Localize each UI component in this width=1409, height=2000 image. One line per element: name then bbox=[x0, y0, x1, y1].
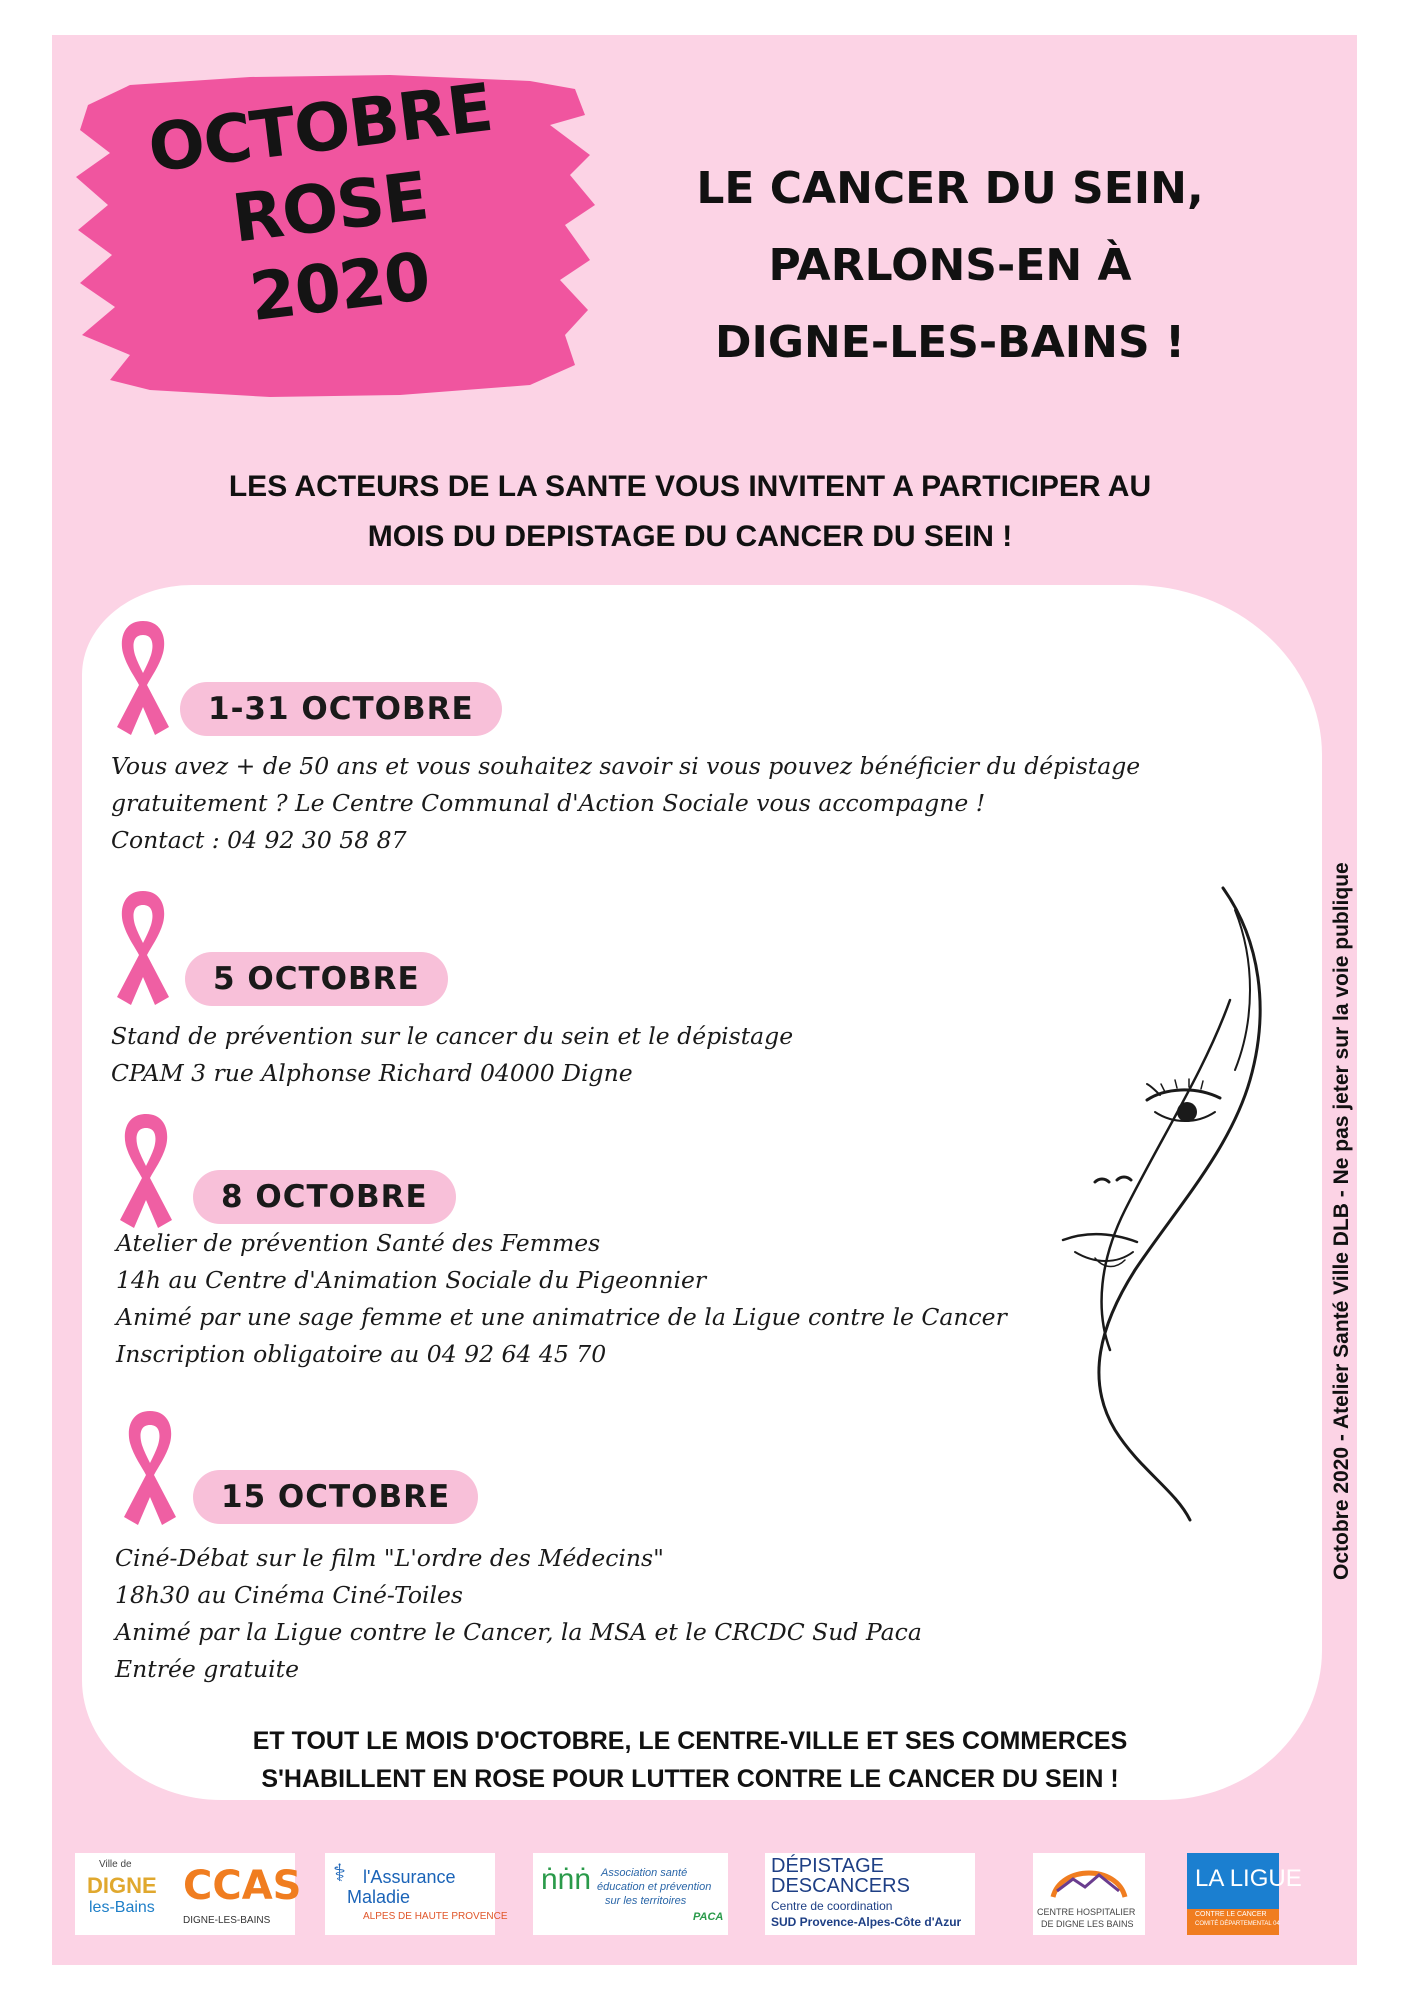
event-4-line-1: Ciné-Débat sur le film "L'ordre des Médecins" bbox=[115, 1544, 664, 1572]
date-pill-4: 15 OCTOBRE bbox=[193, 1470, 478, 1524]
event-4-line-3: Animé par la Ligue contre le Cancer, la MSA et le CRCDC Sud Paca bbox=[115, 1618, 922, 1646]
ligue-logo-line-2: CONTRE LE CANCER bbox=[1195, 1911, 1267, 1918]
partner-logos bbox=[75, 1853, 1305, 1943]
depistage-logo-line-4: SUD Provence-Alpes-Côte d'Azur bbox=[771, 1915, 962, 1929]
hospital-logo-line-1: CENTRE HOSPITALIER bbox=[1037, 1907, 1136, 1917]
digne-logo-sub: les-Bains bbox=[89, 1899, 155, 1916]
asept-logo-line-2: éducation et prévention bbox=[597, 1881, 712, 1893]
depistage-logo-line-1: DÉPISTAGE bbox=[771, 1855, 884, 1877]
logo-centre-hospitalier bbox=[1033, 1853, 1145, 1935]
badge-line-2: ROSE bbox=[228, 157, 432, 258]
ccas-logo-sub: DIGNE-LES-BAINS bbox=[183, 1915, 271, 1926]
event-4-details bbox=[115, 1540, 922, 1688]
logo-la-ligue bbox=[1187, 1853, 1302, 1935]
asept-logo-line-1: Association santé bbox=[601, 1867, 688, 1879]
event-2-details bbox=[111, 1018, 793, 1092]
vertical-footnote: Octobre 2020 - Atelier Santé Ville DLB - Ne pas jeter sur la voie publique bbox=[1330, 862, 1353, 1580]
ccas-logo-name: CCAS bbox=[183, 1863, 302, 1909]
assurance-logo-icon: ⚕ bbox=[333, 1860, 346, 1887]
assurance-logo-sub: Maladie bbox=[347, 1887, 411, 1907]
badge-line-1: OCTOBRE bbox=[144, 68, 497, 188]
event-4-line-4: Entrée gratuite bbox=[115, 1655, 299, 1683]
closing-text bbox=[80, 1722, 1300, 1798]
headline-line-1: LE CANCER DU SEIN, bbox=[696, 163, 1204, 214]
closing-line-1: ET TOUT LE MOIS D'OCTOBRE, LE CENTRE-VILLE ET SES COMMERCES bbox=[252, 1727, 1128, 1755]
date-pill-2: 5 OCTOBRE bbox=[185, 952, 448, 1006]
headline-line-3: DIGNE-LES-BAINS ! bbox=[714, 317, 1186, 368]
asept-logo-line-3: sur les territoires bbox=[605, 1895, 687, 1907]
asept-logo-line-4: PACA bbox=[693, 1911, 724, 1923]
logo-assurance-maladie bbox=[325, 1853, 508, 1935]
pink-ribbon-icon bbox=[114, 1405, 186, 1529]
assurance-logo-name: l'Assurance bbox=[363, 1867, 456, 1887]
digne-logo-name: DIGNE bbox=[87, 1873, 157, 1898]
date-pill-1: 1-31 OCTOBRE bbox=[180, 682, 502, 736]
assurance-logo-region: ALPES DE HAUTE PROVENCE bbox=[363, 1911, 508, 1922]
event-4-line-2: 18h30 au Cinéma Ciné-Toiles bbox=[115, 1581, 463, 1609]
ligue-logo-line-3: COMITÉ DÉPARTEMENTAL 04 bbox=[1195, 1921, 1280, 1927]
depistage-logo-line-2: DESCANCERS bbox=[771, 1875, 910, 1897]
event-1-line-2: gratuitement ? Le Centre Communal d'Action Sociale vous accompagne ! bbox=[111, 789, 986, 817]
event-3-line-4: Inscription obligatoire au 04 92 64 45 70 bbox=[116, 1340, 607, 1368]
digne-ville-label: Ville de bbox=[99, 1859, 132, 1870]
pink-ribbon-icon bbox=[110, 1108, 182, 1232]
headline-line-2: PARLONS-EN À bbox=[768, 240, 1132, 291]
intro-text bbox=[80, 462, 1300, 562]
depistage-logo-line-3: Centre de coordination bbox=[771, 1899, 893, 1913]
intro-line-2: MOIS DU DEPISTAGE DU CANCER DU SEIN ! bbox=[367, 520, 1013, 553]
event-3-line-2: 14h au Centre d'Animation Sociale du Pigeonnier bbox=[116, 1266, 707, 1294]
logo-depistage-cancers bbox=[765, 1853, 975, 1935]
pink-ribbon-icon bbox=[107, 885, 179, 1009]
pink-ribbon-icon bbox=[107, 615, 179, 739]
event-3-details bbox=[116, 1225, 1007, 1373]
hospital-logo-icon bbox=[1047, 1857, 1131, 1903]
event-3-line-3: Animé par une sage femme et une animatrice de la Ligue contre le Cancer bbox=[116, 1303, 1007, 1331]
event-2-line-2: CPAM 3 rue Alphonse Richard 04000 Digne bbox=[111, 1059, 633, 1087]
ligue-logo-name: LA LIGUE bbox=[1195, 1865, 1302, 1892]
event-3-line-1: Atelier de prévention Santé des Femmes bbox=[116, 1229, 601, 1257]
date-pill-3: 8 OCTOBRE bbox=[193, 1170, 456, 1224]
badge-line-3: 2020 bbox=[245, 237, 434, 337]
event-1-details bbox=[111, 748, 1140, 859]
woman-face-illustration bbox=[1055, 880, 1280, 1530]
event-1-line-1: Vous avez + de 50 ans et vous souhaitez savoir si vous pouvez bénéficier du dépistage bbox=[111, 752, 1141, 780]
closing-line-2: S'HABILLENT EN ROSE POUR LUTTER CONTRE LE CANCER DU SEIN ! bbox=[261, 1765, 1119, 1793]
logo-asept-paca bbox=[533, 1853, 728, 1935]
event-1-line-3: Contact : 04 92 30 58 87 bbox=[111, 826, 407, 854]
headline bbox=[640, 150, 1260, 381]
intro-line-1: LES ACTEURS DE LA SANTE VOUS INVITENT A PARTICIPER AU bbox=[228, 470, 1152, 503]
hospital-logo-line-2: DE DIGNE LES BAINS bbox=[1041, 1919, 1134, 1929]
asept-logo-icon: ṅṅṅ bbox=[541, 1863, 592, 1896]
logo-digne-ccas bbox=[75, 1853, 302, 1935]
event-2-line-1: Stand de prévention sur le cancer du sein et le dépistage bbox=[111, 1022, 794, 1050]
